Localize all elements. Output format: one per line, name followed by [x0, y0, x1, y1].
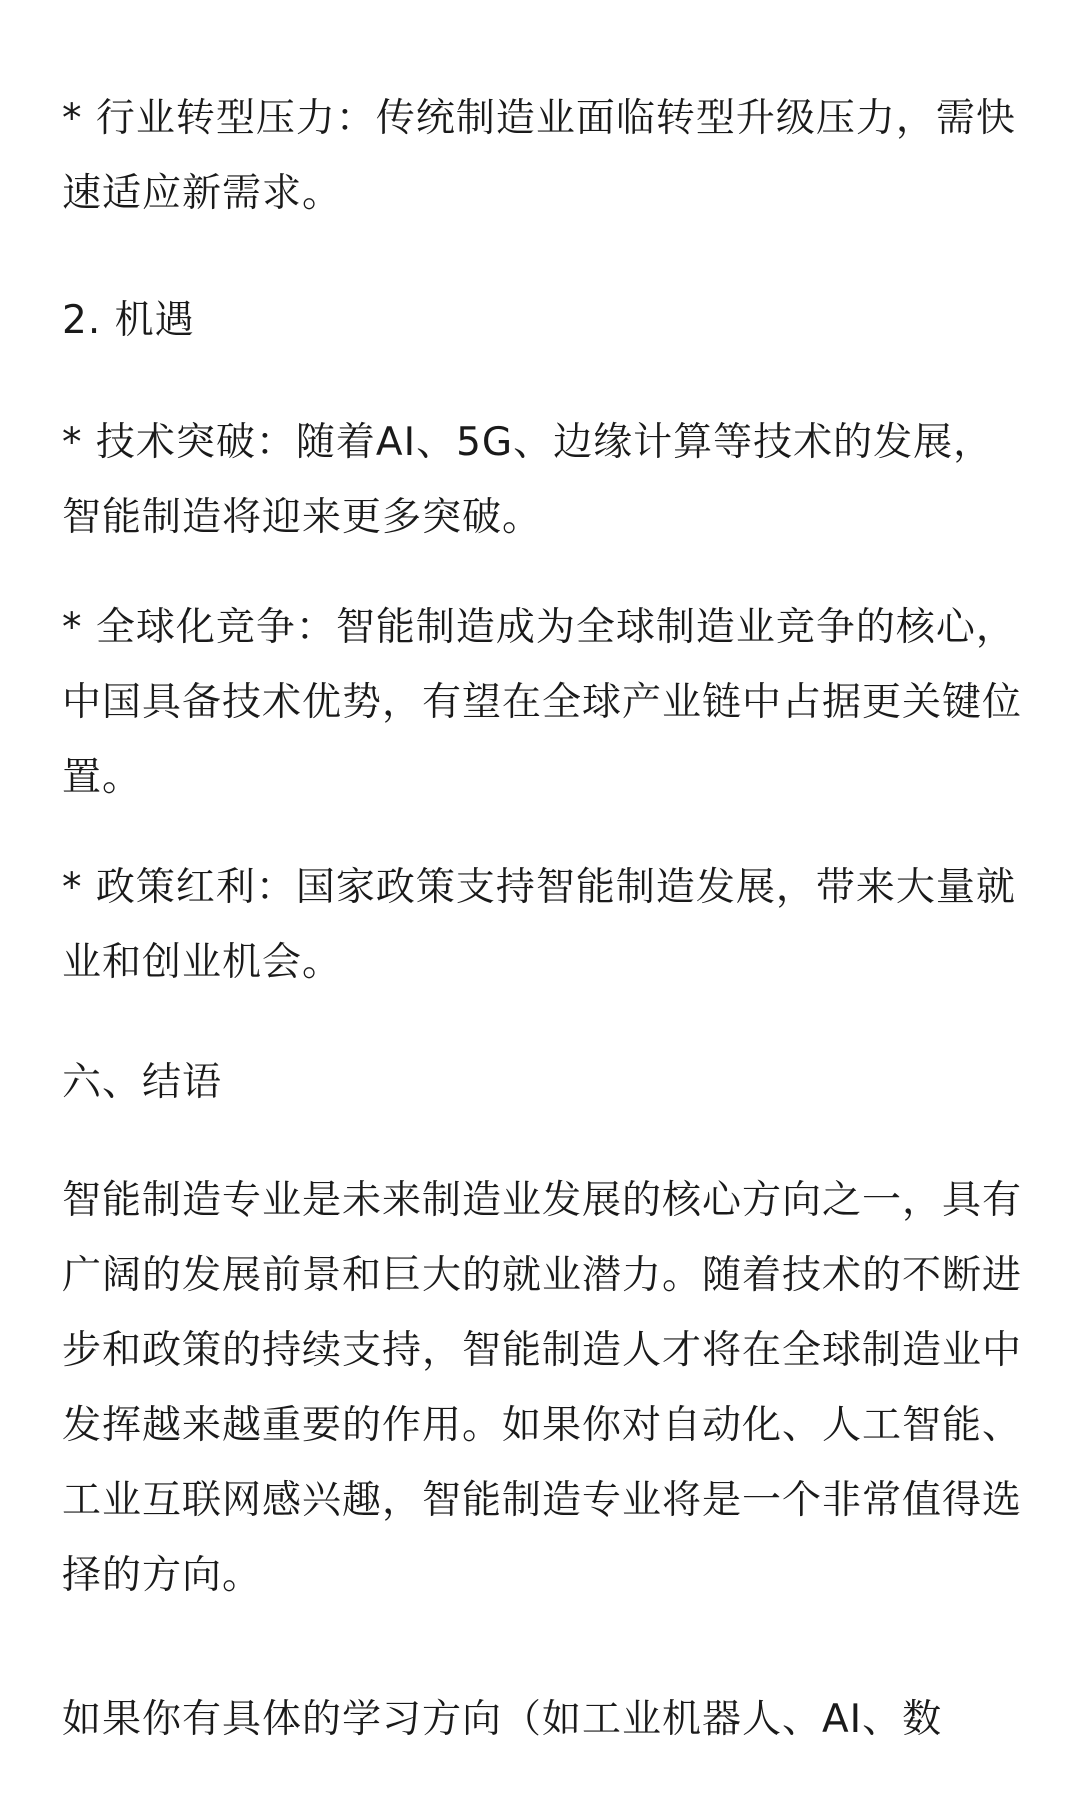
- bullet-global-competition: * 全球化竞争：智能制造成为全球制造业竞争的核心，中国具备技术优势，有望在全球产业链中占据更关键位置。: [62, 605, 1023, 800]
- bullet-policy-dividend: * 政策红利：国家政策支持智能制造发展，带来大量就业和创业机会。: [62, 865, 1016, 985]
- bullet-industry-transformation: * 行业转型压力：传统制造业面临转型升级压力，需快速适应新需求。: [62, 96, 1016, 216]
- section-heading-opportunities: 2. 机遇: [62, 298, 195, 343]
- bullet-tech-breakthrough: * 技术突破：随着AI、5G、边缘计算等技术的发展，智能制造将迎来更多突破。: [62, 420, 994, 540]
- conclusion-paragraph: 智能制造专业是未来制造业发展的核心方向之一，具有广阔的发展前景和巨大的就业潜力。随着技术的不断进步和政策的持续支持，智能制造人才将在全球制造业中发挥越来越重要的作用。如果你对自动化、人工智能、工业互联网感兴趣，智能制造专业将是一个非常值得选择的方向。: [62, 1178, 1023, 1598]
- closing-paragraph: 如果你有具体的学习方向（如工业机器人、AI、数: [62, 1697, 943, 1742]
- section-heading-conclusion: 六、结语: [62, 1060, 223, 1105]
